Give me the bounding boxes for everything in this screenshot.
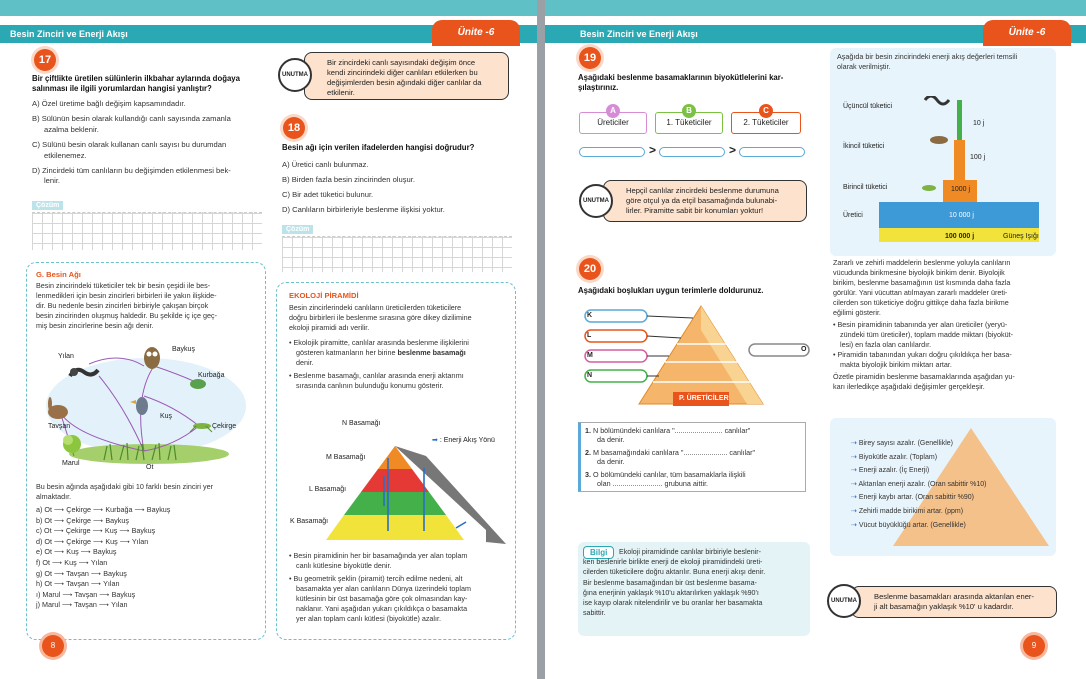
q17-option-c[interactable]: C) Sülünü besin olarak kullanan canlı sayısı bu durumdan etkilenemez. — [32, 140, 227, 160]
ekoloji-bullets: • Ekolojik piramitte, canlılar arasında beslenme ilişkilerini gösteren katmanların her birine beslenme basamağı denir. • Beslenme basamağı, canlılar arasında enerji aktarımı sırasında canlının bulunduğu konumu gösterir. — [289, 338, 469, 390]
box-a-letter: A — [606, 104, 620, 118]
change-item: ⇢ Biyokütle azalır. (Toplam) — [851, 453, 938, 461]
box-c-letter: C — [759, 104, 773, 118]
biyolojik-birikim-text: Zararlı ve zehirli maddelerin beslenme yoluyla canlıların vücudunda birikmesine biyolojik birikim denir. Biyolojik birikim, beslenme basamağının üst kısmında daha fazla görülür. Yani vücuttan atılmayan zararlı maddeler üreti- cilerden son tüketiciye doğru gittikçe daha fazla birikme eğilimi gösterir. • Besin piramidinin tabanında yer alan üreticiler (yeryü- zündeki tüm üreticiler), toplam madde miktarı (biyoküt- lesi) en fazla olan canlılardır. • Piramidin tabanından yukarı doğru çıkıldıkça her basa- makta biyolojik birikim miktarı artar. Özetle piramidin beslenme basamaklarında aşağıdan yu- karı ilerledikçe aşağıdaki değişimler gerçekleşir. — [833, 258, 1015, 391]
top-band — [545, 0, 1086, 16]
ekoloji-notes: • Besin piramidinin her bir basamağında yer alan toplam canlı kütlesine biyokütle denir. • Bu geometrik şeklin (piramit) tercih edilme nedeni, alt basamakta yer alan canlıların Dünya üzerindeki toplam kütlesinin bir üst basamağa göre çok olmasından kay- naklanır. Yani aşağıdan yukarı çıkıldıkça o basamakta yer alan toplam canlı kütlesi (biyokütle) azalır. — [289, 551, 471, 623]
label-baykus: Baykuş — [172, 346, 195, 353]
q20-item-3[interactable]: 3. O bölümündeki canlılar, tüm basamaklarla ilişkili olan ......................... grubuna aittir. — [585, 470, 746, 488]
besin-agi-title: G. Besin Ağı — [36, 270, 81, 279]
producer-label: P. ÜRETİCİLER — [679, 395, 729, 402]
box-b-letter: B — [682, 104, 696, 118]
q18-option-c[interactable]: C) Bir adet tüketici bulunur. — [282, 190, 374, 199]
q17-option-d[interactable]: D) Zincirdeki tüm canlıların bu değişimden etkilenmesi bek- lenir. — [32, 166, 231, 186]
pyramid-level-m — [361, 469, 429, 492]
label-ucuncul: Üçüncül tüketici — [843, 103, 893, 110]
box-a: Üreticiler — [579, 112, 647, 134]
change-item: ⇢ Enerji kaybı artar. (Oran sabittir %90) — [851, 494, 974, 502]
value-10j: 10 j — [973, 120, 985, 127]
right-page — [545, 0, 1086, 679]
letter-n: N — [587, 372, 593, 379]
level-m-label: M Basamağı — [326, 454, 366, 461]
q18-option-d[interactable]: D) Canlıların birbirleriyle beslenme ilişkisi yoktur. — [282, 205, 445, 214]
owl-icon — [144, 347, 160, 369]
unit-tab: Ünite -6 — [983, 20, 1071, 46]
q18-option-a[interactable]: A) Üretici canlı bulunmaz. — [282, 160, 369, 169]
level-k-label: K Basamağı — [290, 518, 329, 525]
bar-third — [957, 100, 962, 140]
letter-o: O — [801, 346, 807, 353]
letter-k: K — [587, 312, 593, 319]
label-yilan: Yılan — [58, 353, 74, 360]
value-100j: 100 j — [970, 154, 986, 161]
q19-boxes — [579, 104, 803, 134]
chain-item: d) Ot ⟶ Çekirge ⟶ Kuş ⟶ Yılan — [36, 536, 149, 546]
question-number-19: 19 — [579, 47, 601, 69]
label-kus: Kuş — [160, 413, 173, 420]
chain-item: c) Ot ⟶ Çekirge ⟶ Kuş ⟶ Baykuş — [36, 526, 156, 536]
level-n-label: N Basamağı — [342, 420, 381, 427]
q18-answer-grid[interactable] — [282, 236, 512, 272]
letter-l: L — [587, 332, 592, 339]
unutma-note-1: Bir zincirdeki canlı sayısındaki değişim önce kendi zincirindeki diğer canlıları etkilerken bu değişimlerden besin ağındaki diğer canlılar da etkilenir. — [304, 52, 509, 100]
change-item: ⇢ Enerji azalır. (İç Enerji) — [851, 467, 930, 475]
q17-option-a[interactable]: A) Özel üretime bağlı değişim kapsamındadır. — [32, 99, 186, 108]
top-band — [0, 0, 537, 16]
answer-slot-1[interactable] — [579, 147, 645, 157]
q17-option-b[interactable]: B) Sülünün besin olarak kullandığı canlı sayısında zamanla azalma beklenir. — [32, 114, 231, 134]
grasshopper-icon — [922, 185, 936, 191]
besin-agi-paragraph: Besin zincirindeki tüketiciler tek bir besin çeşidi ile bes- lenmedikleri için besin zincirleri birbirleri ile yakın ilişkide- dir. Bu nedenle besin zincirleri birbiriyle çakışan birçok besin zincirinden oluşmuş haldedir. Bu şekilde iç içe geç- miş besin zincirlerine besin ağı denir. — [36, 281, 217, 330]
q17-answer-grid[interactable] — [32, 212, 262, 250]
chain-item: e) Ot ⟶ Kuş ⟶ Baykuş — [36, 547, 117, 557]
changes-list — [851, 437, 1055, 532]
food-chain-list — [36, 505, 261, 611]
value-10000j: 10 000 j — [949, 212, 974, 219]
q18-cozum-label: Çözüm — [282, 225, 313, 234]
box-c: 2. Tüketiciler — [731, 112, 801, 134]
change-item: ⇢ Zehirli madde birikimi artar. (ppm) — [851, 507, 964, 515]
energy-bars — [831, 96, 1055, 248]
page-header-title: Besin Zinciri ve Enerji Akışı — [10, 29, 128, 39]
chains-intro: Bu besin ağında aşağıdaki gibi 10 farklı besin zinciri yer almaktadır. — [36, 482, 213, 501]
unit-tab: Ünite -6 — [432, 20, 520, 46]
q19-answer-row — [579, 143, 803, 160]
chain-item: j) Marul ⟶ Tavşan ⟶ Yılan — [36, 600, 128, 610]
unutma-badge: UNUTMA — [579, 184, 613, 218]
q17-cozum-label: Çözüm — [32, 201, 63, 210]
bilgi-badge: Bilgi — [583, 546, 614, 559]
label-ikincil: İkincil tüketici — [843, 143, 885, 150]
q20-stem: Aşağıdaki boşlukları uygun terimlerle doldurunuz. — [578, 286, 764, 295]
label-uretici: Üretici — [843, 212, 863, 219]
label-gunes: Güneş Işığı — [1003, 233, 1039, 240]
pyramid-level-l — [344, 492, 446, 515]
unutma-note-3: Beslenme basamakları arasında aktarılan ener- ji alt basamağın yaklaşık %10' u kadardır. — [851, 586, 1057, 618]
bar-second — [954, 140, 965, 180]
question-number-18: 18 — [283, 117, 305, 139]
chain-item: g) Ot ⟶ Tavşan ⟶ Baykuş — [36, 568, 127, 578]
chain-item: f) Ot ⟶ Kuş ⟶ Yılan — [36, 557, 108, 567]
q17-options — [32, 99, 264, 187]
q20-item-1[interactable]: 1. N bölümündeki canlılara "........................ canlılar" da denir. — [585, 426, 751, 444]
level-l-label: L Basamağı — [309, 486, 347, 493]
label-ot: Ot — [146, 464, 154, 471]
change-item: ⇢ Aktarılan enerji azalır. (Oran sabittir %10) — [851, 480, 987, 488]
ecological-pyramid — [326, 446, 516, 546]
ekoloji-paragraph: Besin zincirlerindeki canlıların üreticilerden tüketicilere doğru birbirleri ile beslenme sırasına göre dikey dizilimine ekoloji piramidi adı verilir. — [289, 303, 472, 332]
energy-intro: Aşağıda bir besin zincirindeki enerji akış değerleri temsili olarak verilmiştir. — [837, 52, 1018, 71]
answer-slot-2[interactable] — [659, 147, 725, 157]
q18-stem: Besin ağı için verilen ifadelerden hangisi doğrudur? — [282, 143, 475, 152]
lettuce-icon — [63, 435, 81, 453]
label-birincil: Birincil tüketici — [843, 184, 888, 191]
q17-stem: Bir çiftlikte üretilen sülünlerin ilkbahar aylarında doğaya salınması ile ilgili yorumlardan hangisi yanlıştır? — [32, 74, 240, 94]
change-item: ⇢ Birey sayısı azalır. (Genellikle) — [851, 440, 953, 447]
label-marul: Marul — [62, 460, 80, 467]
q18-option-b[interactable]: B) Birden fazla besin zincirinden oluşur. — [282, 175, 415, 184]
chain-item: h) Ot ⟶ Tavşan ⟶ Yılan — [36, 579, 120, 589]
q20-items — [578, 422, 806, 492]
value-1000j: 1000 j — [951, 186, 971, 193]
left-page — [0, 0, 537, 679]
chain-item: ı) Marul ⟶ Tavşan ⟶ Baykuş — [36, 589, 136, 599]
page-number: 9 — [1023, 635, 1045, 657]
unutma-badge: UNUTMA — [278, 58, 312, 92]
bilgi-text: Ekoloji piramidinde canlılar birbiriyle beslenir- ken beslenirle birlikte enerji de ekoloji piramidindeki üreti- cilerden tüketicilere doğru aktarılır. Buna enerji akışı denir. Bir beslenme basamağından bir üst beslenme basama- ğına enerjinin yaklaşık %10'u aktarılırken yaklaşık %90'ı ise kayıp olarak nitelendirilir ve bu oranlar her basamakta sabittir. — [583, 548, 766, 618]
chain-item: a) Ot ⟶ Çekirge ⟶ Kurbağa ⟶ Baykuş — [36, 505, 171, 514]
change-item: ⇢ Vücut büyüklüğü artar. (Genellikle) — [851, 521, 966, 529]
ekoloji-title: EKOLOJİ PİRAMİDİ — [289, 291, 359, 300]
question-number-20: 20 — [579, 258, 601, 280]
q19-stem: Aşağıdaki beslenme basamaklarının biyokütlelerini kar- şılaştırınız. — [578, 73, 784, 93]
answer-slot-3[interactable] — [739, 147, 805, 157]
page-header-title: Besin Zinciri ve Enerji Akışı — [580, 29, 698, 39]
value-100000j: 100 000 j — [945, 233, 975, 240]
label-kurbaga: Kurbağa — [198, 372, 225, 379]
box-b: 1. Tüketiciler — [655, 112, 723, 134]
snake-icon — [925, 96, 949, 104]
mouse-icon — [930, 136, 948, 144]
pyramid-level-k — [326, 515, 464, 540]
frog-icon — [190, 379, 206, 389]
energy-flow-legend: ➡ : Enerji Akış Yönü — [432, 437, 495, 444]
letter-m: M — [587, 352, 593, 359]
page-number: 8 — [42, 635, 64, 657]
ground-patch — [69, 444, 229, 464]
label-cekirge: Çekirge — [212, 423, 237, 430]
q18-options — [282, 157, 512, 217]
q20-item-2[interactable]: 2. M basamağındaki canlılara "...................... canlılar" da denir. — [585, 448, 756, 466]
question-number-17: 17 — [34, 49, 56, 71]
unutma-badge: UNUTMA — [827, 584, 861, 618]
gt-sign: > — [649, 143, 657, 157]
gt-sign: > — [729, 143, 737, 157]
unutma-note-2: Hepçil canlılar zincirdeki beslenme durumuna göre otçul ya da etçil basamağında bulunabi- lirler. Piramitte sabit bir konumları yoktur! — [603, 180, 807, 222]
label-tavsan: Tavşan — [48, 423, 71, 430]
pyramid-level-n — [378, 446, 412, 469]
chain-item: b) Ot ⟶ Çekirge ⟶ Baykuş — [36, 515, 129, 525]
